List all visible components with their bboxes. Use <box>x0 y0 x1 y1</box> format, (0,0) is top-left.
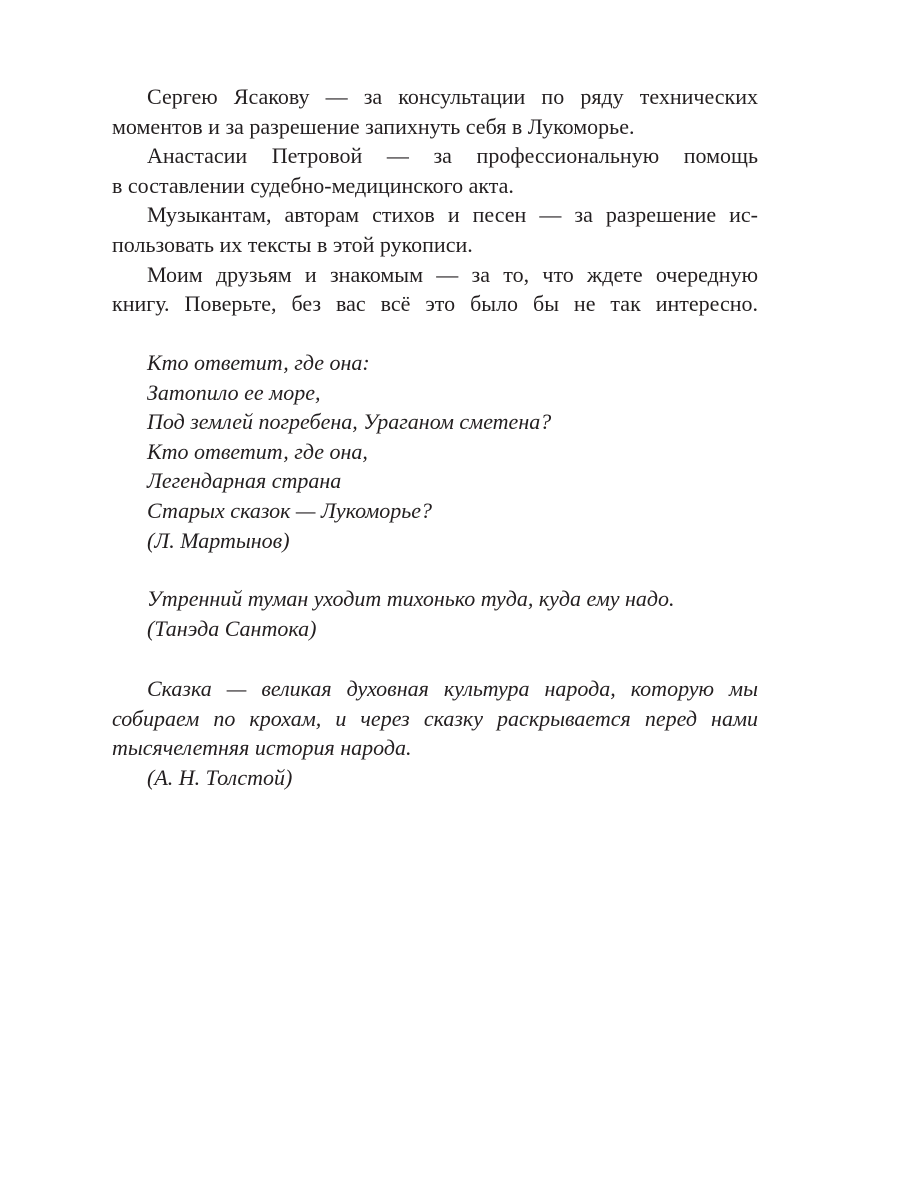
epigraph-line: тысячелетняя история народа. <box>112 735 412 761</box>
epigraph-tolstoy <box>112 674 758 792</box>
epigraph-line: собираем по крохам, и через сказку раскрывается перед нами <box>112 705 758 731</box>
epigraph-author: (А. Н. Толстой) <box>147 764 293 790</box>
verse-line: Кто ответит, где она, <box>147 438 368 464</box>
epigraph-author: (Танэда Сантока) <box>147 615 317 641</box>
epigraph-martynov <box>112 348 758 555</box>
ack-line: в составлении судебно-медицинского акта. <box>112 172 514 198</box>
ack-line: Музыкантам, авторам стихов и песен — за разрешение ис- <box>147 202 758 228</box>
epigraph-santoka <box>112 584 758 643</box>
epigraph-author: (Л. Мартынов) <box>147 527 290 553</box>
ack-line: Моим друзьям и знакомым — за то, что ждете очередную <box>147 261 758 287</box>
verse-line: Легендарная страна <box>147 468 342 494</box>
epigraph-line: Сказка — великая духовная культура народа, которую мы <box>147 676 758 701</box>
verse-line: Кто ответит, где она: <box>147 350 370 375</box>
ack-line: пользовать их тексты в этой рукописи. <box>112 231 473 257</box>
acknowledgements <box>112 82 758 319</box>
verse-line: Старых сказок — Лукоморье? <box>147 497 433 523</box>
verse-line: Под землей погребена, Ураганом сметена? <box>147 409 552 435</box>
verse-line: Затопило ее море, <box>147 379 321 405</box>
ack-line: Анастасии Петровой — за профессиональную помощь <box>147 143 758 169</box>
ack-line: Сергею Ясакову — за консультации по ряду технических <box>147 84 758 109</box>
epigraph-line: Утренний туман уходит тихонько туда, куда ему надо. <box>147 586 675 611</box>
ack-line: моментов и за разрешение запихнуть себя в Лукоморье. <box>112 113 635 139</box>
ack-line: книгу. Поверьте, без вас всё это было бы не так интересно. <box>112 291 758 317</box>
